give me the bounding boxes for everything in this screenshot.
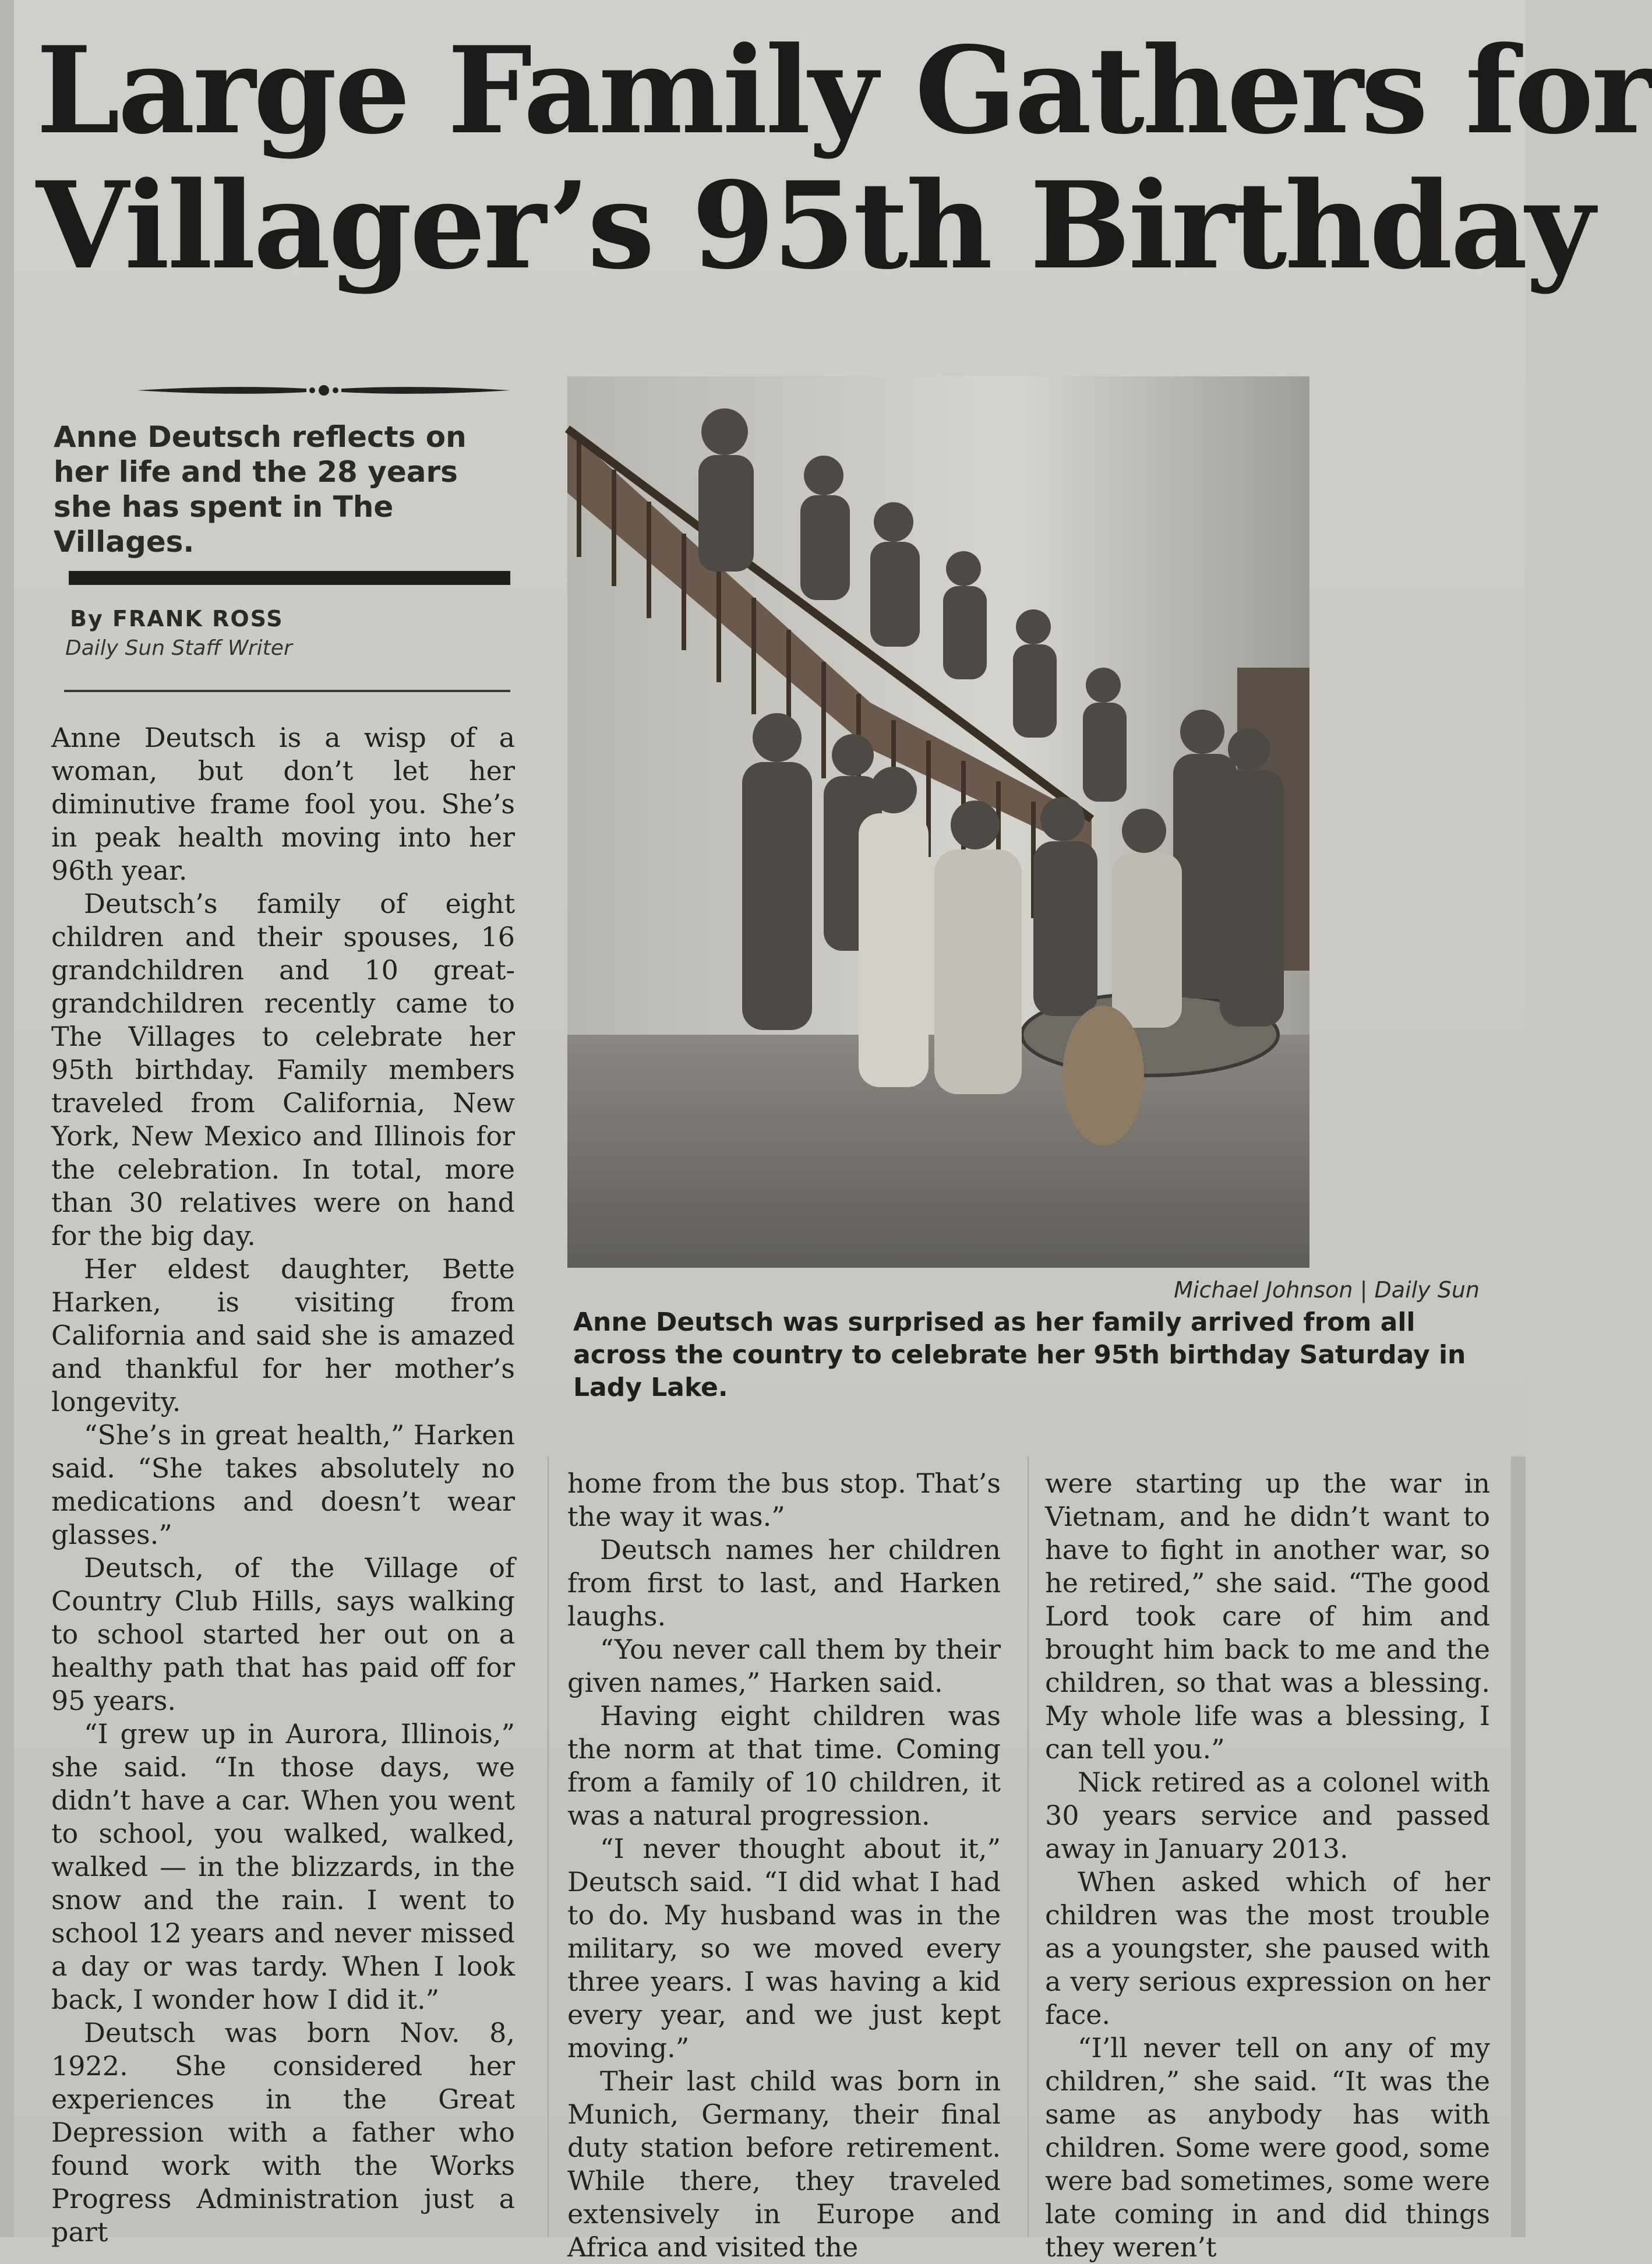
column-gutter [548, 1457, 549, 2237]
family-photo [567, 376, 1309, 1268]
deck-summary: Anne Deutsch reflects on her life and the 28 years she has spent in The Villages. [54, 420, 467, 559]
ornament-divider [137, 379, 510, 402]
deck-rule [69, 571, 510, 585]
byline-rule [64, 690, 510, 692]
paragraph: Deutsch, of the Village of Country Club Hills, says walking to school started her out on a healthy path that has paid off for 95 years. [51, 1552, 515, 1716]
column-gutter [1028, 1457, 1029, 2237]
paragraph: were starting up the war in Vietnam, and he didn’t want to have to fight in another war, so he retired,” she said. “The good Lord took care of him and brought him back to me and the children, so that was a blessing. My whole life was a blessing, I can tell you.” [1045, 1468, 1490, 1765]
paragraph: Nick retired as a colonel with 30 years service and passed away in January 2013. [1045, 1766, 1490, 1864]
headline-line-2: Villager’s 95th Birthday [36, 156, 1593, 296]
paragraph: “You never call them by their given names,” Harken said. [567, 1634, 1001, 1698]
paragraph: Having eight children was the norm at that time. Coming from a family of 10 children, it was a natural progression. [567, 1700, 1001, 1831]
paragraph: Deutsch was born Nov. 8, 1922. She considered her experiences in the Great Depression with a father who found work with the Works Progress Administration just a part [51, 2017, 515, 2248]
paragraph: “She’s in great health,” Harken said. “She takes absolutely no medications and doesn’t wear glasses.” [51, 1419, 515, 1550]
photo-credit: Michael Johnson | Daily Sun [1174, 1277, 1480, 1303]
staff-title: Daily Sun Staff Writer [65, 636, 292, 660]
headline [36, 21, 1652, 296]
article-column-2 [567, 1467, 1001, 2263]
paragraph: Anne Deutsch is a wisp of a woman, but don’t let her diminutive frame fool you. She’s in peak health moving into her 96th year. [51, 722, 515, 886]
article-column-3 [1045, 1467, 1490, 2263]
paragraph: home from the bus stop. That’s the way it was.” [567, 1468, 1001, 1532]
page-right-edge [1511, 1457, 1526, 2237]
paragraph: “I grew up in Aurora, Illinois,” she said. “In those days, we didn’t have a car. When you went to school, you walked, walked, walked — in the blizzards, in the snow and the rain. I went to school 12 years and never missed a day or was tardy. When I look back, I wonder how I did it.” [51, 1718, 515, 2015]
page-edge-shadow [0, 0, 14, 2237]
article-column-1 [51, 721, 515, 2248]
paragraph: When asked which of her children was the most trouble as a youngster, she paused with a very serious expression on her face. [1045, 1866, 1490, 2030]
paragraph: “I’ll never tell on any of my children,” she said. “It was the same as anybody has with children. Some were good, some were bad sometimes, some were late coming in and did things they weren’t [1045, 2032, 1490, 2263]
paragraph: Deutsch names her children from first to last, and Harken laughs. [567, 1534, 1001, 1632]
paragraph: Deutsch’s family of eight children and their spouses, 16 grandchildren and 10 great-grandchildren recently came to The Villages to celebrate her 95th birthday. Family members traveled from California, New York, New Mexico and Illinois for the celebration. In total, more than 30 relatives were on hand for the big day. [51, 888, 515, 1251]
paragraph: Her eldest daughter, Bette Harken, is visiting from California and said she is amazed and thankful for her mother’s longevity. [51, 1253, 515, 1417]
photo-caption: Anne Deutsch was surprised as her family arrived from all across the country to celebrate her 95th birthday Saturday in Lady Lake. [573, 1307, 1466, 1402]
paragraph: “I never thought about it,” Deutsch said. “I did what I had to do. My husband was in the military, so we moved every three years. I was having a kid every year, and we just kept moving.” [567, 1833, 1001, 2064]
headline-line-1: Large Family Gathers for [36, 21, 1652, 161]
byline: By FRANK ROSS [70, 606, 284, 632]
paragraph: Their last child was born in Munich, Germany, their final duty station before retirement. While there, they traveled extensively in Europe and Africa and visited the [567, 2065, 1001, 2263]
